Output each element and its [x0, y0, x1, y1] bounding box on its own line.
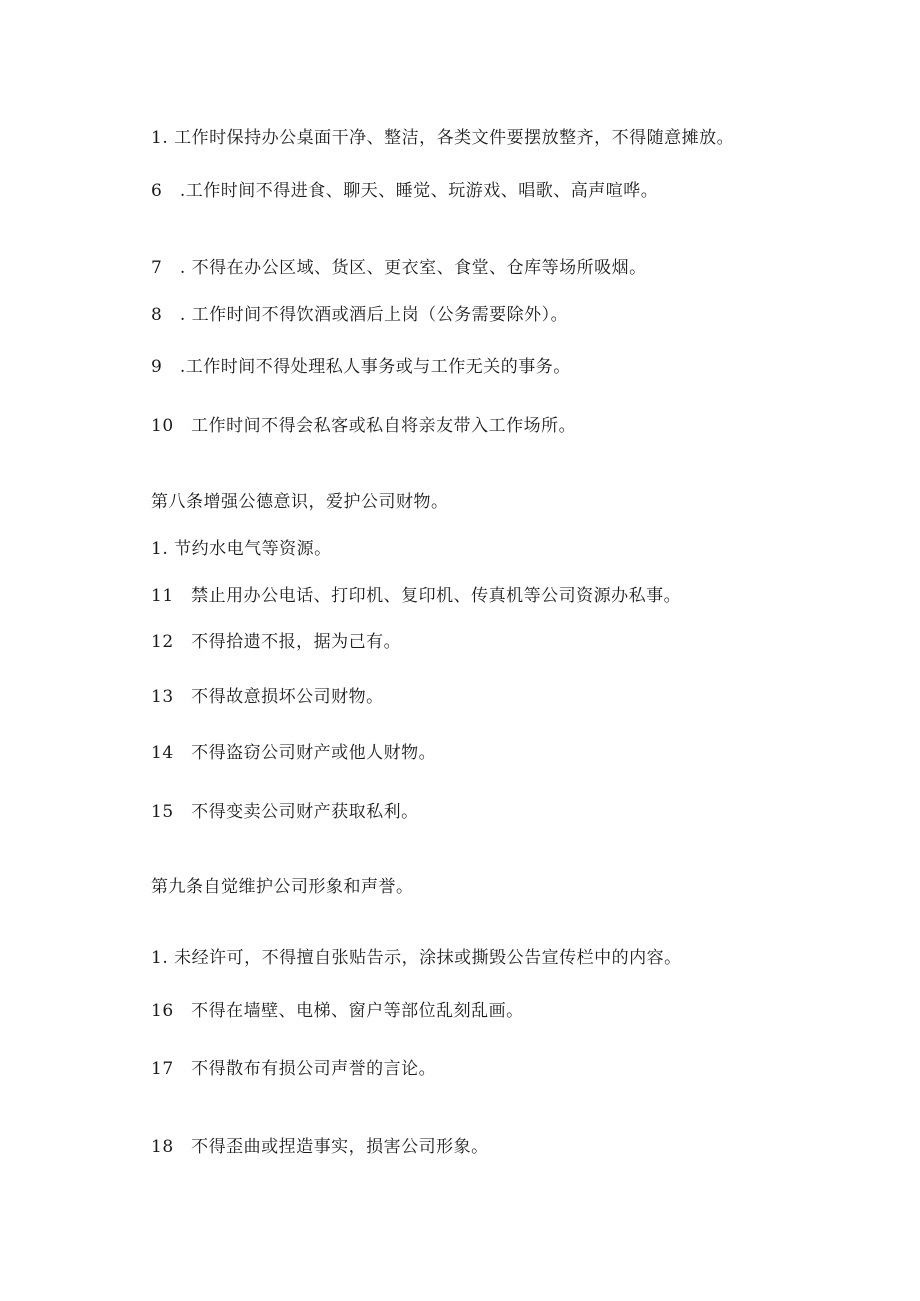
- rule-line-no-eating: 6 .工作时间不得进食、聊天、睡觉、玩游戏、唱歌、高声喧哗。: [151, 181, 659, 201]
- rule-line-no-damage: 13 不得故意损坏公司财物。: [151, 687, 384, 707]
- rule-line-no-defamation: 17 不得散布有损公司声誉的言论。: [151, 1059, 437, 1079]
- rule-line-no-theft: 14 不得盗窃公司财产或他人财物。: [151, 743, 437, 763]
- rule-line-no-drinking: 8 . 工作时间不得饮酒或酒后上岗（公务需要除外）。: [151, 305, 569, 325]
- rule-line-no-private-affairs: 9 .工作时间不得处理私人事务或与工作无关的事务。: [151, 357, 571, 377]
- rule-line-no-graffiti: 16 不得在墙壁、电梯、窗户等部位乱刻乱画。: [151, 1001, 524, 1021]
- section-heading-article-8: 第八条增强公德意识，爱护公司财物。: [151, 492, 449, 512]
- rule-line-save-resources: 1. 节约水电气等资源。: [151, 539, 332, 559]
- section-heading-article-9: 第九条自觉维护公司形象和声誉。: [151, 877, 414, 897]
- rule-line-no-distortion: 18 不得歪曲或捏造事实，损害公司形象。: [151, 1137, 489, 1157]
- rule-line-no-smoking: 7 . 不得在办公区域、货区、更衣室、食堂、仓库等场所吸烟。: [151, 258, 647, 278]
- rule-line-desk-tidy: 1. 工作时保持办公桌面干净、整洁，各类文件要摆放整齐，不得随意摊放。: [151, 128, 735, 148]
- rule-line-no-posting: 1. 未经许可，不得擅自张贴告示，涂抹或撕毁公告宣传栏中的内容。: [151, 948, 682, 968]
- rule-line-no-private-guests: 10 工作时间不得会私客或私自将亲友带入工作场所。: [151, 416, 577, 436]
- rule-line-no-private-use: 11 禁止用办公电话、打印机、复印机、传真机等公司资源办私事。: [151, 586, 682, 606]
- rule-line-lost-found: 12 不得拾遗不报，据为己有。: [151, 632, 402, 652]
- rule-line-no-selling: 15 不得变卖公司财产获取私利。: [151, 802, 419, 822]
